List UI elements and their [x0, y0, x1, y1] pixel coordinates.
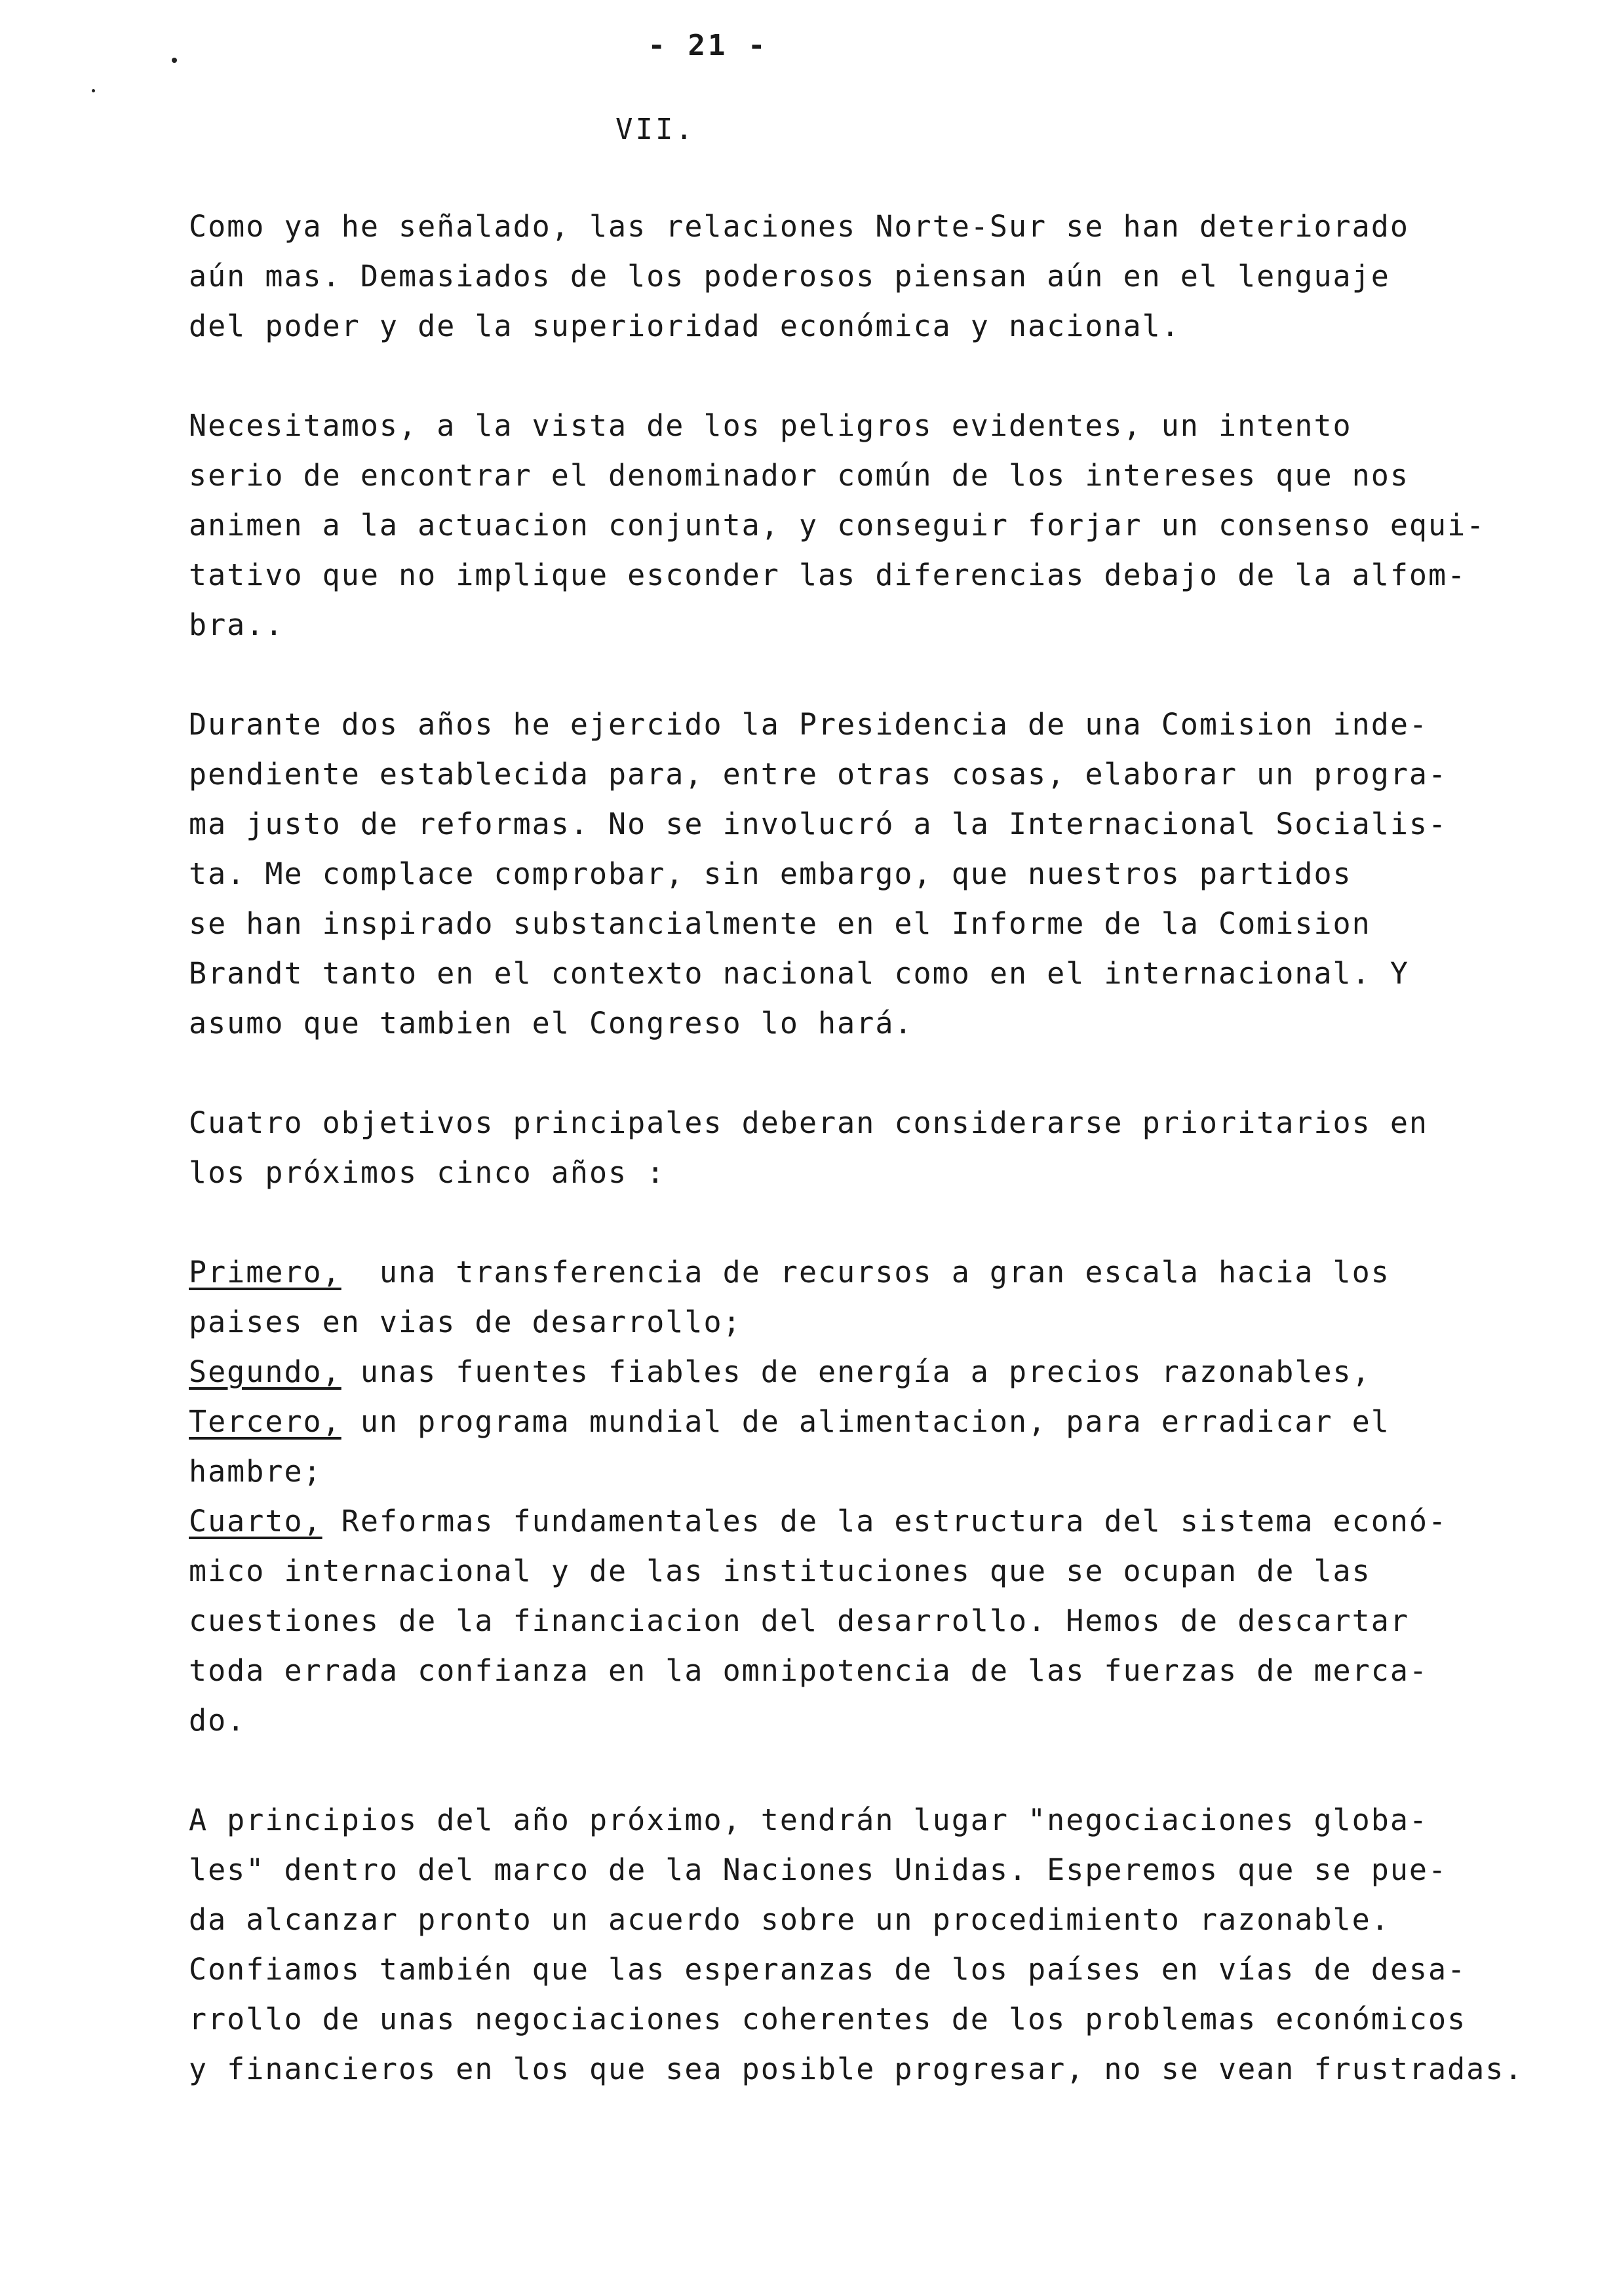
- objective-text: Reformas fundamentales de la estructura del sistema econó-: [322, 1504, 1448, 1539]
- text-line: [189, 1497, 1578, 1546]
- text-line: ma justo de reformas. No se involucró a la Internacional Socialis-: [189, 807, 1448, 841]
- text-line: toda errada confianza en la omnipotencia de las fuerzas de merca-: [189, 1653, 1428, 1688]
- list-item: [189, 1397, 1578, 1497]
- text-line: asumo que tambien el Congreso lo hará.: [189, 1006, 914, 1041]
- objective-label: Tercero,: [189, 1404, 341, 1439]
- text-line: do.: [189, 1703, 246, 1738]
- text-line: aún mas. Demasiados de los poderosos piensan aún en el lenguaje: [189, 259, 1390, 294]
- section-heading: VII.: [615, 113, 695, 146]
- text-line: da alcanzar pronto un acuerdo sobre un procedimiento razonable.: [189, 1902, 1390, 1937]
- list-item: [189, 1248, 1578, 1347]
- objective-label: Cuarto,: [189, 1504, 322, 1539]
- text-line: [189, 1397, 1578, 1447]
- text-line: les" dentro del marco de la Naciones Unidas. Esperemos que se pue-: [189, 1852, 1448, 1887]
- text-line: rrollo de unas negociaciones coherentes de los problemas económicos: [189, 2002, 1467, 2037]
- text-line: del poder y de la superioridad económica y nacional.: [189, 309, 1180, 343]
- list-item: [189, 1347, 1578, 1397]
- objective-text: un programa mundial de alimentacion, para erradicar el: [341, 1404, 1390, 1439]
- text-line: pendiente establecida para, entre otras cosas, elaborar un progra-: [189, 757, 1448, 792]
- text-line: bra..: [189, 607, 284, 642]
- paragraph-3: [189, 700, 1578, 1048]
- text-line: los próximos cinco años :: [189, 1155, 666, 1190]
- objective-label: Primero,: [189, 1255, 341, 1290]
- paragraph-2: [189, 401, 1578, 650]
- text-line: paises en vias de desarrollo;: [189, 1305, 742, 1339]
- paragraph-closing: [189, 1795, 1578, 2094]
- page-number: - 21 -: [648, 29, 768, 62]
- paragraph-4: [189, 1098, 1578, 1198]
- text-line: serio de encontrar el denominador común de los intereses que nos: [189, 458, 1409, 493]
- text-line: ta. Me complace comprobar, sin embargo, que nuestros partidos: [189, 856, 1352, 891]
- text-line: se han inspirado substancialmente en el Informe de la Comision: [189, 906, 1371, 941]
- objective-text: una transferencia de recursos a gran escala hacia los: [341, 1255, 1390, 1290]
- text-line: mico internacional y de las instituciones que se ocupan de las: [189, 1554, 1371, 1588]
- list-item: [189, 1497, 1578, 1746]
- paragraph-1: [189, 202, 1578, 351]
- objective-label: Segundo,: [189, 1354, 341, 1389]
- text-line: Confiamos también que las esperanzas de los países en vías de desa-: [189, 1952, 1467, 1987]
- objectives-list: [189, 1248, 1578, 1746]
- objective-text: unas fuentes fiables de energía a precios razonables,: [341, 1354, 1371, 1389]
- text-line: Como ya he señalado, las relaciones Norte-Sur se han deteriorado: [189, 209, 1409, 244]
- text-line: A principios del año próximo, tendrán lugar "negociaciones globa-: [189, 1803, 1428, 1837]
- text-line: Cuatro objetivos principales deberan considerarse prioritarios en: [189, 1105, 1428, 1140]
- text-line: hambre;: [189, 1454, 322, 1489]
- text-line: Necesitamos, a la vista de los peligros evidentes, un intento: [189, 408, 1352, 443]
- text-line: [189, 1248, 1578, 1297]
- text-line: animen a la actuacion conjunta, y conseguir forjar un consenso equi-: [189, 508, 1486, 543]
- text-line: tativo que no implique esconder las diferencias debajo de la alfom-: [189, 558, 1467, 592]
- text-line: cuestiones de la financiacion del desarrollo. Hemos de descartar: [189, 1603, 1409, 1638]
- text-line: Durante dos años he ejercido la Presidencia de una Comision inde-: [189, 707, 1428, 742]
- text-line: y financieros en los que sea posible progresar, no se vean frustradas.: [189, 2052, 1524, 2086]
- body-text: [189, 202, 1578, 2144]
- text-line: Brandt tanto en el contexto nacional como en el internacional. Y: [189, 956, 1409, 991]
- text-line: [189, 1347, 1578, 1397]
- stray-dot-mark: [92, 89, 95, 92]
